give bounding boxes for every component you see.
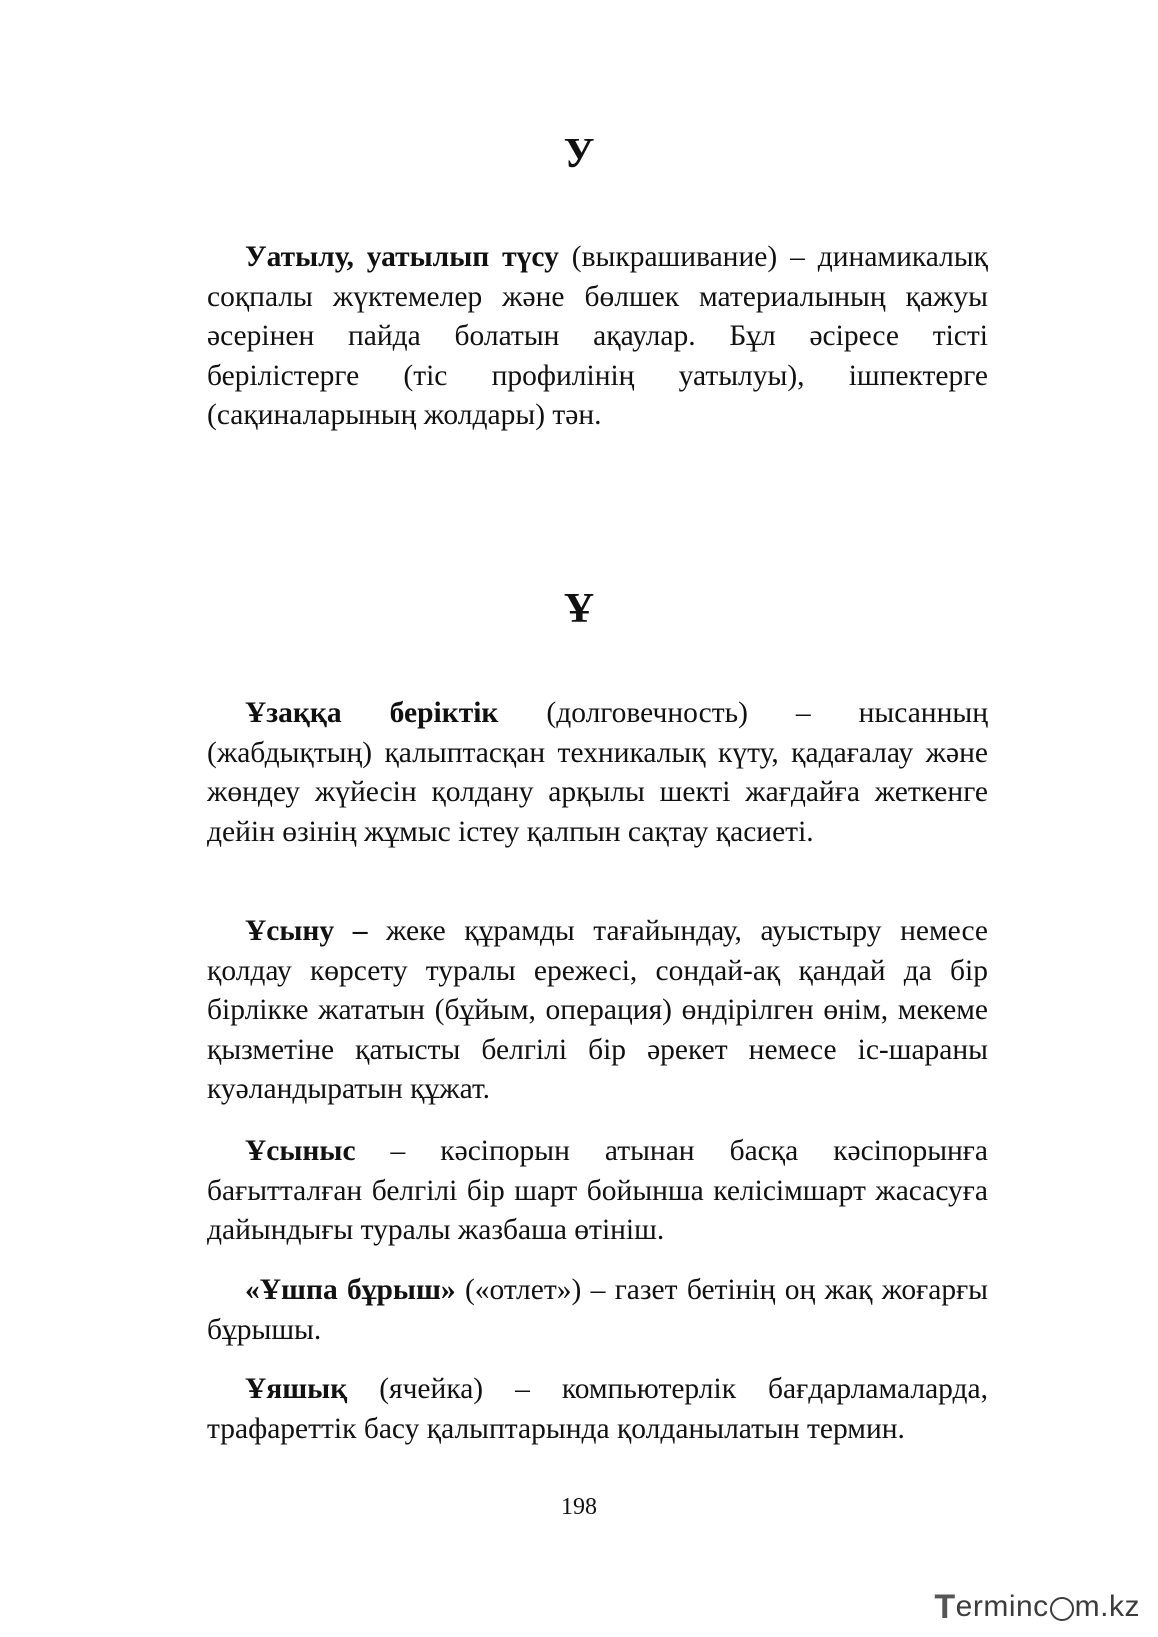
entry-definition: – кәсіпорын атынан басқа кәсіпорынға бағытталған белгілі бір шарт бойынша келісімшарт жасасуға дайындығы туралы жазбаша өтініш. [207, 1135, 988, 1246]
entry-term: Ұзаққа беріктік [245, 697, 499, 729]
entry-definition: (выкрашивание) – динамикалық соқпалы жүктемелер және бөлшек материалының қажуы әсерінен пайда болатын ақаулар. Бұл әсіресе тісті берілістерге (тіс профилінің уатылуы), ішпектерге (сақиналарының жолдары) тән. [207, 241, 989, 431]
entry-uyashyk [207, 1370, 988, 1449]
entry-term: «Ұшпа бұрыш» [245, 1274, 456, 1306]
section-heading-uu: Ұ [563, 586, 595, 632]
entry-uatylu [207, 238, 988, 436]
entry-term: Ұяшық [245, 1373, 348, 1405]
entry-definition: (ячейка) – компьютерлік бағдарламаларда, трафареттік басу қалыптарында қолданылатын термин. [207, 1373, 988, 1445]
termincom-watermark [934, 1587, 1140, 1626]
search-lens-icon [1050, 1597, 1074, 1621]
entry-term: Ұсыныс [245, 1135, 356, 1167]
entry-uzakka-beriktik [207, 694, 988, 852]
watermark-t: T [934, 1587, 956, 1626]
watermark-text-1: erminc [955, 1590, 1049, 1623]
entry-definition: (долговечность) – нысанның (жабдықтың) қалыптасқан техникалық күту, қадағалау және жөндеу жүйесін қолдану арқылы шекті жағдайға жеткенге дейін өзінің жұмыс істеу қалпын сақтау қасиеті. [207, 697, 988, 848]
entry-usynu [207, 912, 988, 1110]
section-heading-u: У [563, 131, 595, 177]
watermark-text-2: m.kz [1074, 1590, 1140, 1623]
page-number: 198 [561, 1494, 597, 1520]
entry-ushpa-burysh [207, 1271, 988, 1350]
entry-usynys [207, 1132, 988, 1251]
entry-definition: жеке құрамды тағайындау, ауыстыру немесе қолдау көрсету туралы ережесі, сондай-ақ қандай да бір бірлікке жататын (бұйым, операция) өндірілген өнім, мекеме қызметіне қатысты белгілі бір әрекет немесе іс-шараны куәландыратын құжат. [207, 915, 988, 1105]
entry-term: Уатылу, уатылып түсу [245, 241, 559, 273]
entry-definition: («отлет») – газет бетінің оң жақ жоғарғы бұрышы. [207, 1274, 988, 1346]
entry-term: Ұсыну – [245, 915, 368, 947]
